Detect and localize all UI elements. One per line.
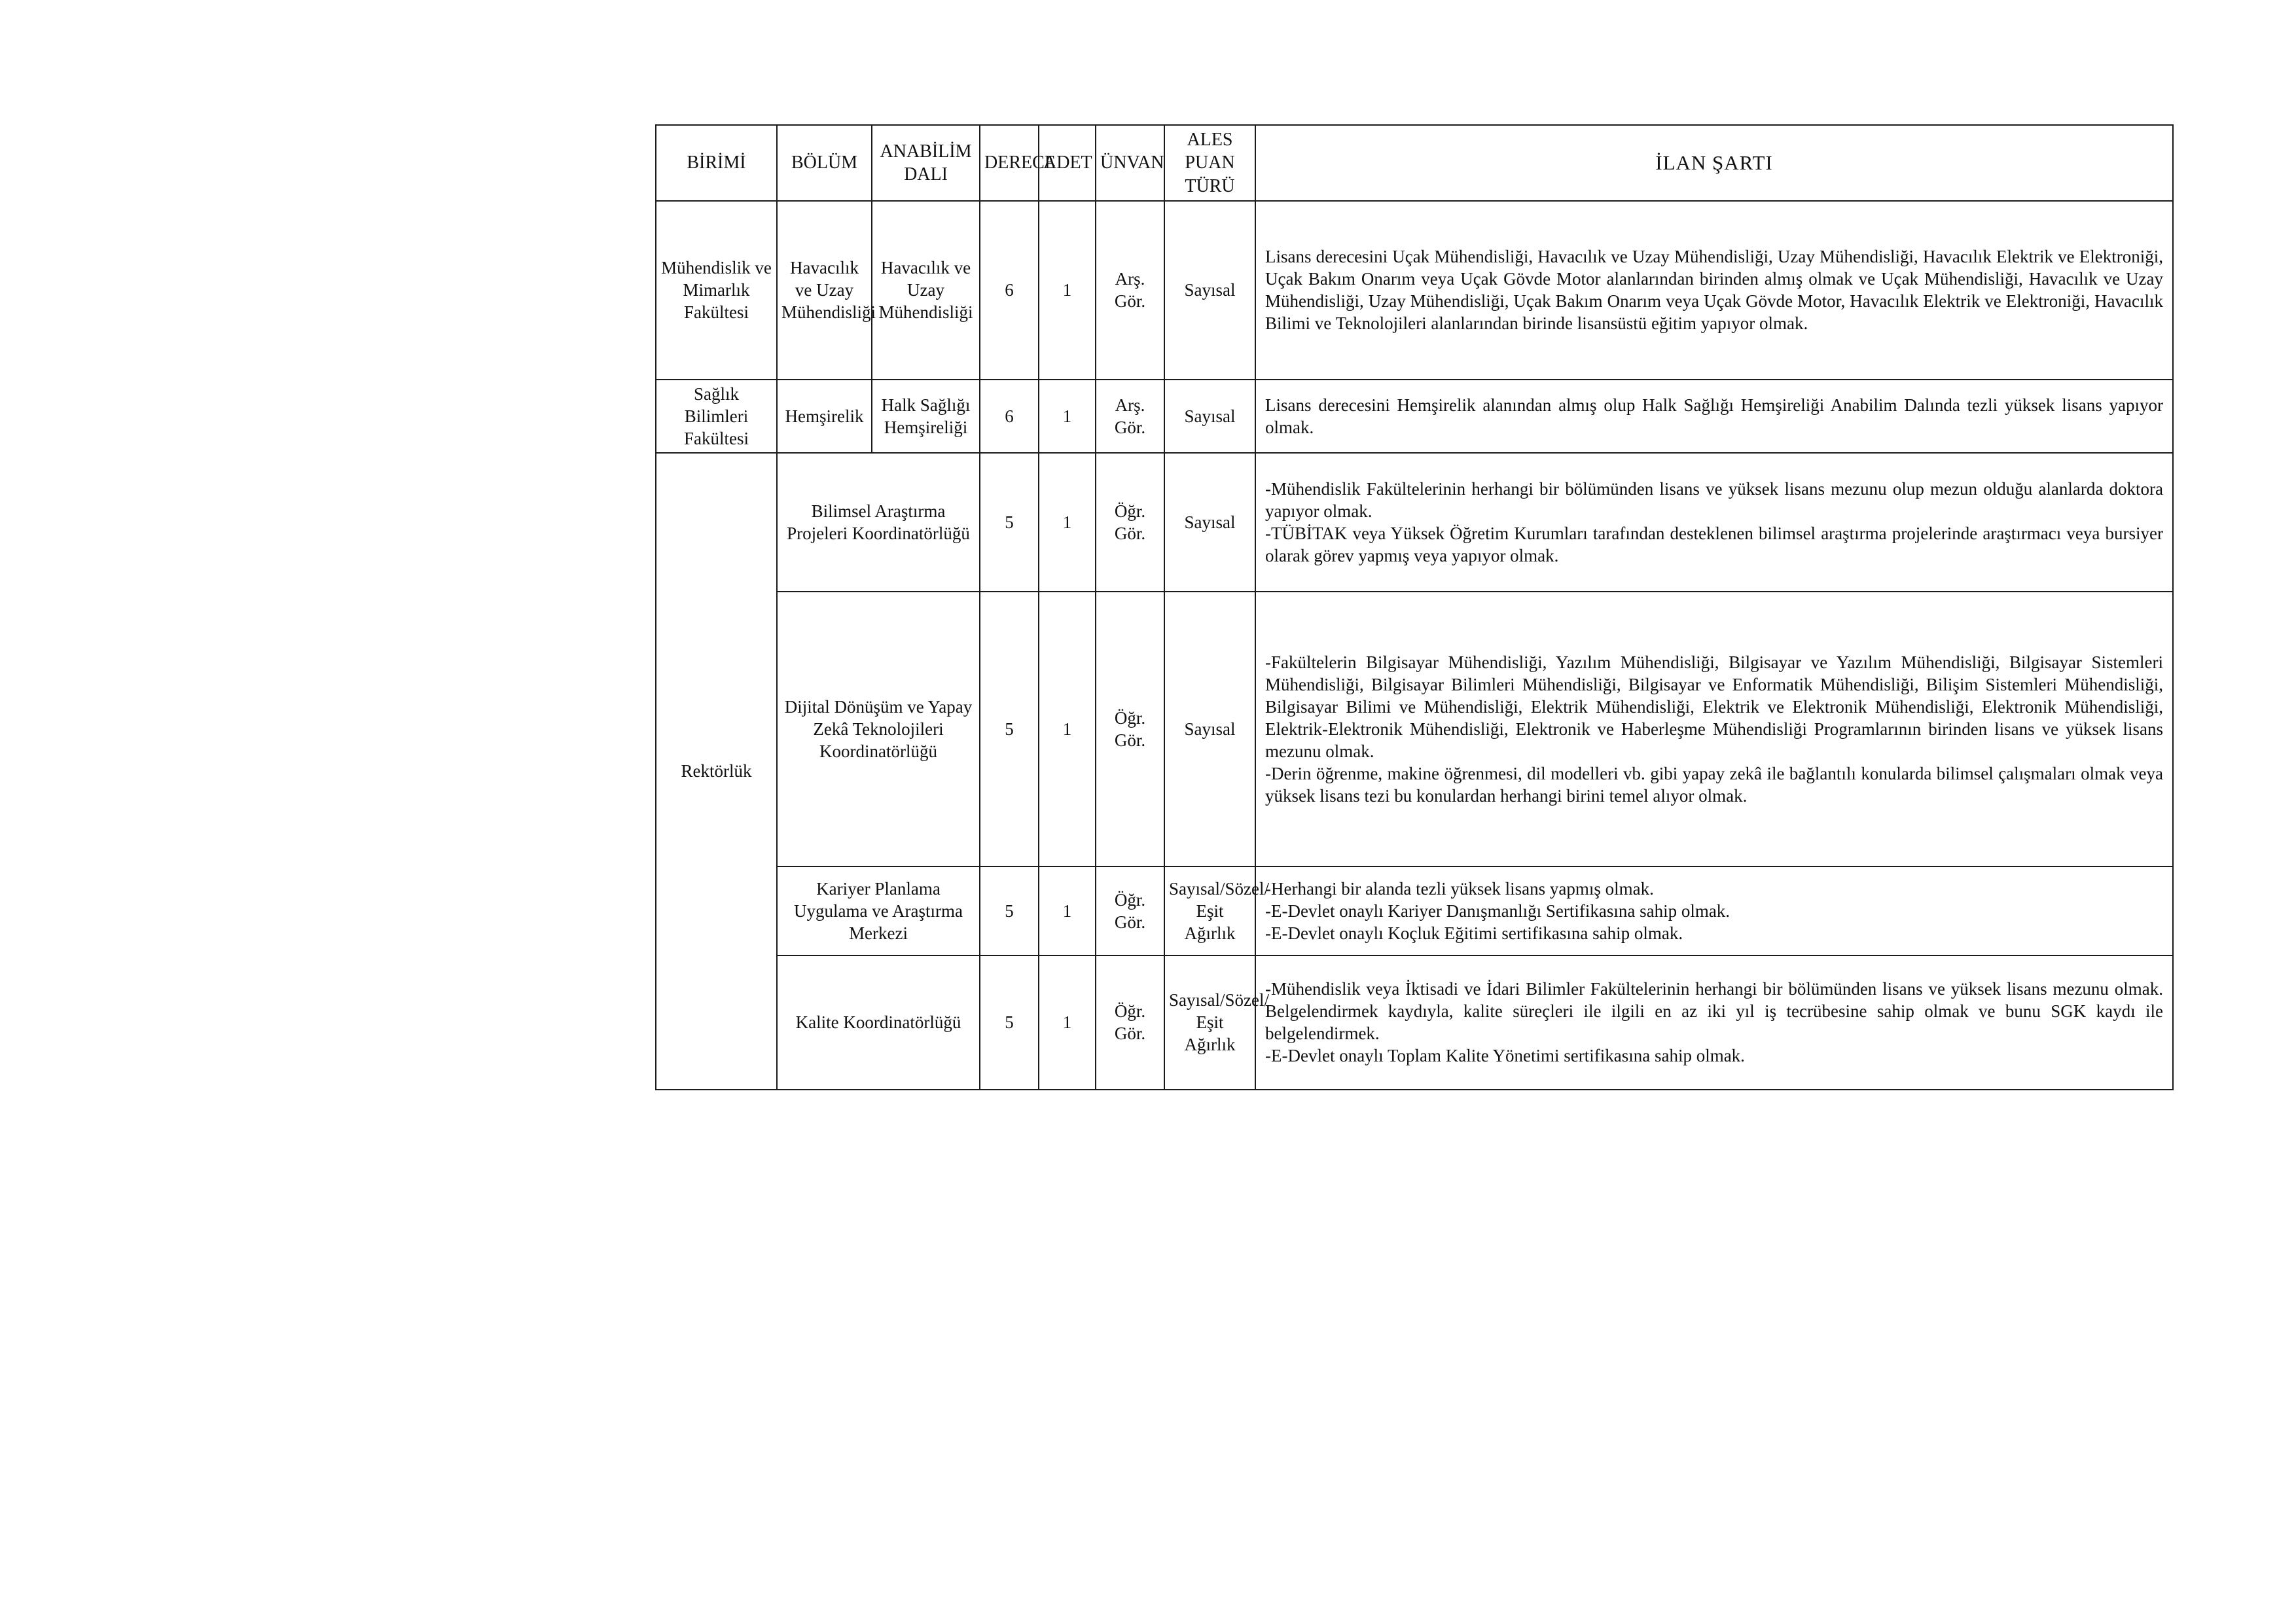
cell-anabilim-dali: Halk Sağlığı Hemşireliği <box>872 380 980 453</box>
cell-ilan-sarti <box>1255 201 2173 380</box>
cell-derece: 5 <box>980 453 1039 592</box>
cell-unvan: Öğr. Gör. <box>1096 453 1164 592</box>
cell-bolum: Hemşirelik <box>777 380 872 453</box>
cell-derece: 6 <box>980 201 1039 380</box>
condition-line: -TÜBİTAK veya Yüksek Öğretim Kurumları tarafından desteklenen bilimsel araştırma projelerinde araştırmacı veya bursiyer olarak görev yapmış veya yapıyor olmak. <box>1265 523 2163 565</box>
cell-ilan-sarti <box>1255 380 2173 453</box>
cell-ilan-sarti <box>1255 866 2173 955</box>
cell-unvan: Arş. Gör. <box>1096 380 1164 453</box>
cell-bolum: Kalite Koordinatörlüğü <box>777 955 980 1090</box>
cell-ales: Sayısal/Sözel/ Eşit Ağırlık <box>1164 866 1255 955</box>
cell-birimi: Sağlık Bilimleri Fakültesi <box>656 380 777 453</box>
header-ilan-sarti: İLAN ŞARTI <box>1255 125 2173 201</box>
condition-line: -Derin öğrenme, makine öğrenmesi, dil modelleri vb. gibi yapay zekâ ile bağlantılı konularda bilimsel çalışmaları olmak veya yüksek lisans tezi bu konulardan herhangi birini temel alıyor olmak. <box>1265 763 2163 806</box>
condition-line: -Mühendislik Fakültelerinin herhangi bir bölümünden lisans ve yüksek lisans mezunu olup mezun olduğu alanlarda doktora yapıyor olmak. <box>1265 478 2163 521</box>
cell-adet: 1 <box>1039 866 1096 955</box>
header-birimi: BİRİMİ <box>656 125 777 201</box>
condition-line: -E-Devlet onaylı Toplam Kalite Yönetimi sertifikasına sahip olmak. <box>1265 1046 1745 1066</box>
cell-anabilim-dali: Havacılık ve Uzay Mühendisliği <box>872 201 980 380</box>
cell-bolum: Dijital Dönüşüm ve Yapay Zekâ Teknolojileri Koordinatörlüğü <box>777 592 980 866</box>
cell-adet: 1 <box>1039 592 1096 866</box>
cell-bolum: Kariyer Planlama Uygulama ve Araştırma Merkezi <box>777 866 980 955</box>
table-row <box>656 201 2173 380</box>
condition-line: Lisans derecesini Uçak Mühendisliği, Havacılık ve Uzay Mühendisliği, Uzay Mühendisliği, Havacılık Elektrik ve Elektroniği, Uçak Bakım Onarım veya Uçak Gövde Motor alanlarından birinden almış olmak ve Uçak Mühendisliği, Havacılık ve Uzay Mühendisliği, Uzay Mühendisliği, Uçak Bakım Onarım veya Uçak Gövde Motor, Havacılık Elektrik ve Elektroniği, Havacılık Bilimi ve Teknolojileri alanlarından birinde lisansüstü eğitim yapıyor olmak. <box>1265 247 2163 334</box>
cell-unvan: Öğr. Gör. <box>1096 955 1164 1090</box>
table-row <box>656 866 2173 955</box>
header-bolum: BÖLÜM <box>777 125 872 201</box>
cell-derece: 5 <box>980 955 1039 1090</box>
header-ales-puan-turu: ALES PUAN TÜRÜ <box>1164 125 1255 201</box>
cell-ales: Sayısal <box>1164 380 1255 453</box>
cell-bolum: Havacılık ve Uzay Mühendisliği <box>777 201 872 380</box>
header-anabilim-dali: ANABİLİM DALI <box>872 125 980 201</box>
cell-ales: Sayısal/Sözel/ Eşit Ağırlık <box>1164 955 1255 1090</box>
table-row <box>656 955 2173 1090</box>
condition-line: -E-Devlet onaylı Koçluk Eğitimi sertifikasına sahip olmak. <box>1265 923 1683 943</box>
job-posting-table <box>655 124 2174 1090</box>
cell-adet: 1 <box>1039 955 1096 1090</box>
cell-adet: 1 <box>1039 201 1096 380</box>
condition-line: -Fakültelerin Bilgisayar Mühendisliği, Yazılım Mühendisliği, Bilgisayar ve Yazılım Mühendisliği, Bilgisayar Sistemleri Mühendisliği, Bilgisayar Bilimleri Mühendisliği, Bilgisayar ve Enformatik Mühendisliği, Bilişim Sistemleri Mühendisliği, Bilgisayar Bilimi ve Mühendisliği, Elektrik Mühendisliği, Elektrik ve Elektronik Mühendisliği, Elektronik Mühendisliği, Elektrik-Elektronik Mühendisliği, Elektronik ve Haberleşme Mühendisliği Programlarının birinden lisans ve yüksek lisans mezunu olmak. <box>1265 652 2163 761</box>
cell-birimi: Rektörlük <box>656 453 777 1090</box>
condition-line: -Mühendislik veya İktisadi ve İdari Bilimler Fakültelerinin herhangi bir bölümünden lisans ve yüksek lisans mezunu olmak. Belgelendirmek kaydıyla, kalite süreçleri ile ilgili en az iki yıl iş tecrübesine sahip olmak ve bunu SGK kaydı ile belgelendirmek. <box>1265 979 2163 1044</box>
cell-unvan: Öğr. Gör. <box>1096 592 1164 866</box>
table-header-row <box>656 125 2173 201</box>
job-posting-table-page <box>655 124 2172 1090</box>
cell-ilan-sarti <box>1255 955 2173 1090</box>
table-row <box>656 592 2173 866</box>
cell-adet: 1 <box>1039 380 1096 453</box>
cell-ales: Sayısal <box>1164 592 1255 866</box>
cell-ales: Sayısal <box>1164 453 1255 592</box>
header-unvan: ÜNVAN <box>1096 125 1164 201</box>
cell-ales: Sayısal <box>1164 201 1255 380</box>
condition-line: -E-Devlet onaylı Kariyer Danışmanlığı Sertifikasına sahip olmak. <box>1265 901 1731 921</box>
cell-ilan-sarti <box>1255 592 2173 866</box>
cell-unvan: Öğr. Gör. <box>1096 866 1164 955</box>
table-row <box>656 380 2173 453</box>
cell-adet: 1 <box>1039 453 1096 592</box>
table-row <box>656 453 2173 592</box>
cell-derece: 5 <box>980 866 1039 955</box>
cell-derece: 6 <box>980 380 1039 453</box>
condition-line: Lisans derecesini Hemşirelik alanından almış olup Halk Sağlığı Hemşireliği Anabilim Dalında tezli yüksek lisans yapıyor olmak. <box>1265 395 2163 437</box>
cell-ilan-sarti <box>1255 453 2173 592</box>
cell-unvan: Arş. Gör. <box>1096 201 1164 380</box>
header-derece: DERECE <box>980 125 1039 201</box>
header-adet: ADET <box>1039 125 1096 201</box>
cell-bolum: Bilimsel Araştırma Projeleri Koordinatörlüğü <box>777 453 980 592</box>
cell-birimi: Mühendislik ve Mimarlık Fakültesi <box>656 201 777 380</box>
cell-derece: 5 <box>980 592 1039 866</box>
condition-line: -Herhangi bir alanda tezli yüksek lisans yapmış olmak. <box>1265 878 1654 899</box>
